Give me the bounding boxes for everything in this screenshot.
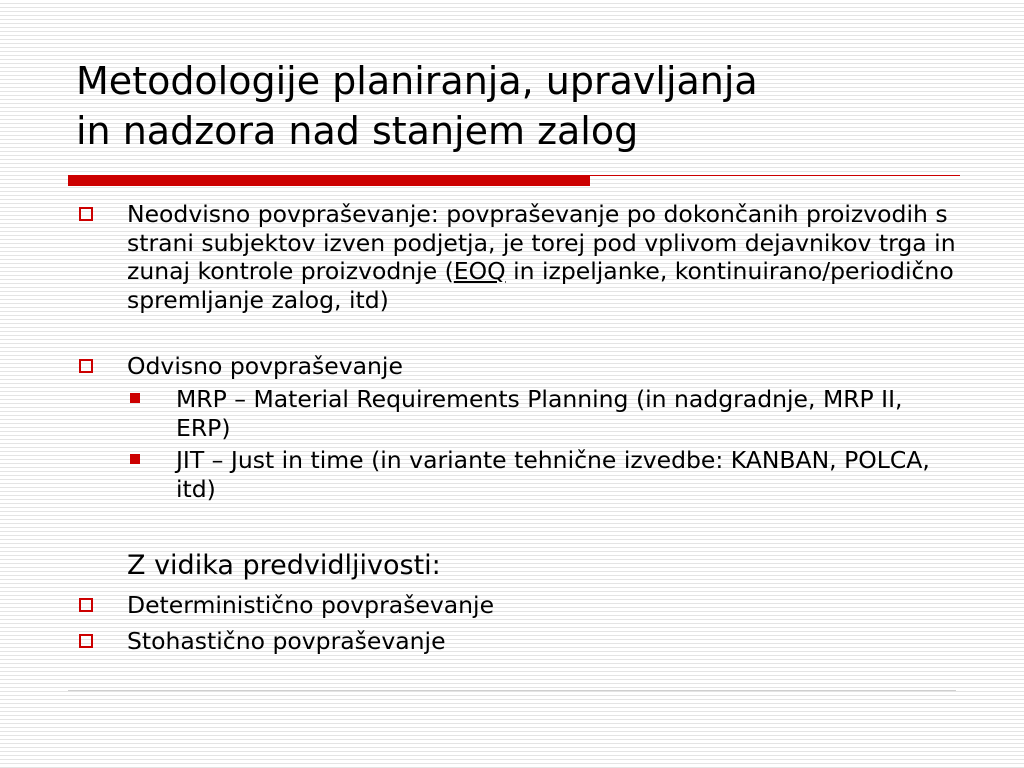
hollow-square-bullet-icon bbox=[79, 207, 93, 221]
filled-square-bullet-icon bbox=[130, 393, 140, 403]
bullet-text: MRP – Material Requirements Planning (in nadgradnje, MRP II, ERP) bbox=[176, 385, 903, 442]
bullet-text: Stohastično povpraševanje bbox=[127, 627, 446, 655]
bullet-text: Deterministično povpraševanje bbox=[127, 591, 495, 619]
hollow-square-bullet-icon bbox=[79, 359, 93, 373]
hollow-square-bullet-icon bbox=[79, 598, 93, 612]
bullet-text: JIT – Just in time (in variante tehnične izvedbe: KANBAN, POLCA, itd) bbox=[176, 446, 930, 503]
bullet-text-part: Neodvisno povpraševanje: povpraševanje po dokončanih proizvodih s strani subjektov izven podjetja, je torej pod vplivom dejavnikov trga in zunaj kontrole proizvodnje ( bbox=[127, 200, 956, 285]
hollow-square-bullet-icon bbox=[79, 634, 93, 648]
title-line-2: in nadzora nad stanjem zalog bbox=[76, 109, 639, 153]
subbullet-mrp bbox=[176, 385, 956, 442]
predictability-heading: Z vidika predvidljivosti: bbox=[127, 550, 441, 581]
slide-title bbox=[76, 56, 976, 156]
title-line-1: Metodologije planiranja, upravljanja bbox=[76, 59, 758, 103]
bullet-text-part: in izpeljanke, kontinuirano/periodično spremljanje zalog, itd) bbox=[127, 257, 954, 314]
bullet-text bbox=[127, 200, 967, 314]
filled-square-bullet-icon bbox=[130, 454, 140, 464]
title-underline-thin bbox=[590, 175, 960, 176]
title-underline-thick bbox=[68, 175, 590, 186]
bullet-stochastic-demand bbox=[127, 627, 967, 656]
bullet-text: Odvisno povpraševanje bbox=[127, 352, 403, 380]
footer-divider bbox=[68, 690, 956, 691]
bullet-independent-demand bbox=[127, 200, 967, 314]
eoq-link[interactable]: EOQ bbox=[453, 257, 506, 285]
bullet-dependent-demand bbox=[127, 352, 967, 381]
subbullet-jit bbox=[176, 446, 956, 503]
bullet-deterministic-demand bbox=[127, 591, 967, 620]
